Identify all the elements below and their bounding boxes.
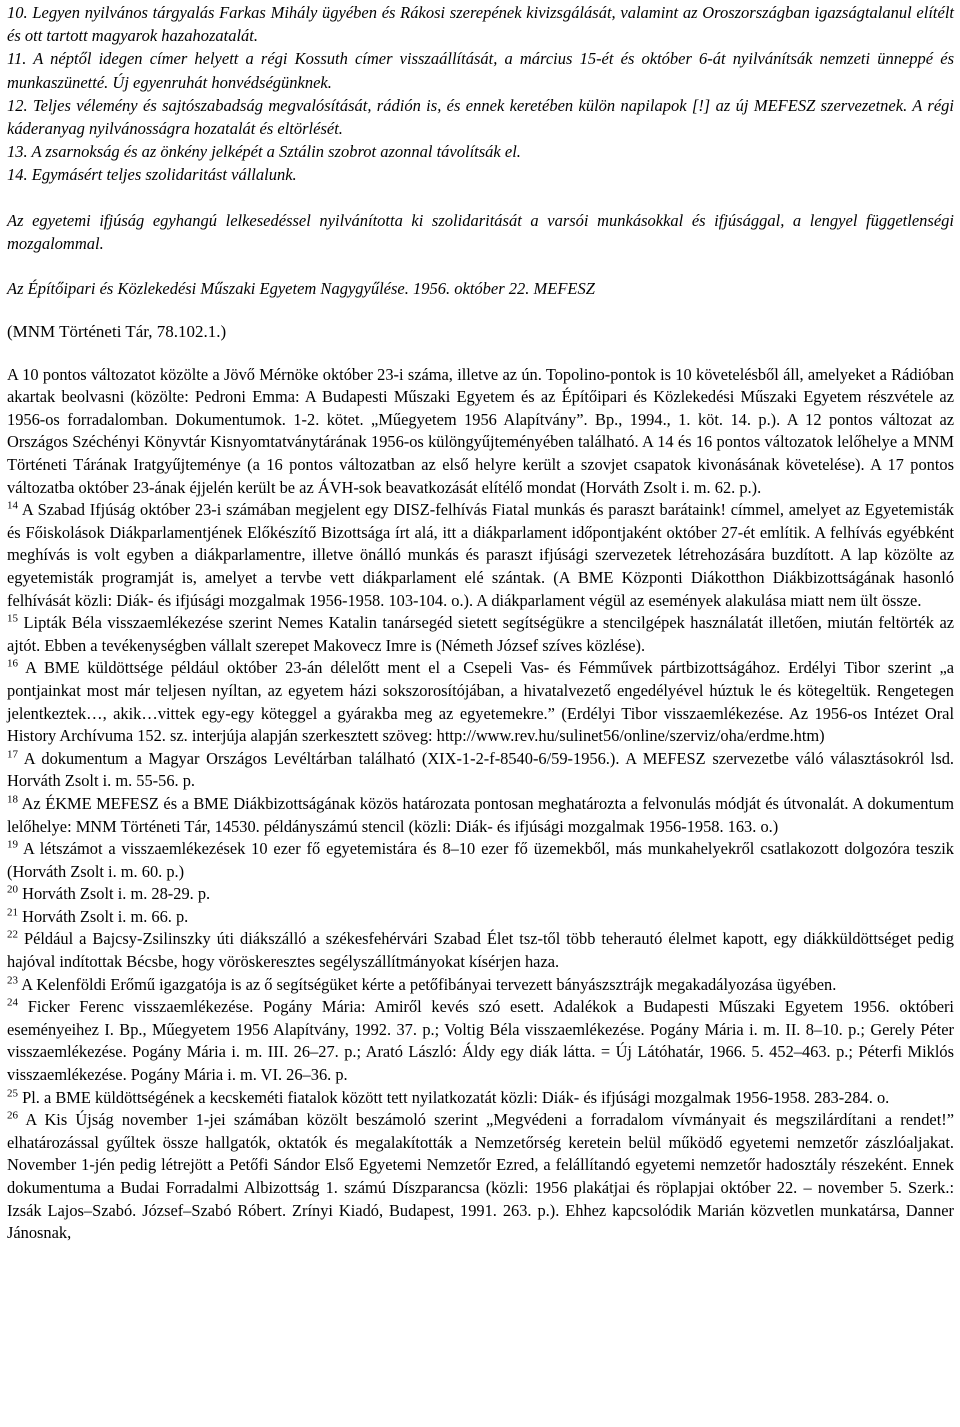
footnote: [7, 657, 954, 747]
footnote: [7, 1087, 954, 1110]
footnote-text: A Kelenföldi Erőmű igazgatója is az ő segítségüket kérte a petőfibányai tervezett bányászsztrájk megakadályozása ügyében.: [21, 974, 837, 994]
footnote-text: Ficker Ferenc visszaemlékezése. Pogány Mária: Amiről kevés szó esett. Adalékok a Budapesti Műszaki Egyetem 1956. októberi eseményeihez I. Bp., Műegyetem 1956 Alapítvány, 1992. 37. p.; Voltig Béla visszaemlékezése. Pogány Mária i. m. II. 8–10. p.; Gerely Péter visszaemlékezése. Pogány Mária i. m. III. 26–27. p.; Arató László: Áldy egy diák látta. = Új Látóhatár, 1966. 5. 452–463. p.; Péterfi Miklós visszaemlékezése. Pogány Mária i. m. VI. 26–36. p.: [7, 997, 954, 1085]
demands-list: [7, 1, 954, 187]
demand-item-12: 12. Teljes vélemény és sajtószabadság megvalósítását, rádión is, és ennek keretében külön napilapok [!] az új MEFESZ szervezetnek. A régi káderanyag nyilvánosságra hozatalát és eltörlését.: [7, 95, 954, 139]
footnote-number: 19: [7, 838, 18, 851]
footnote-text: A Kis Újság november 1-jei számában közölt beszámoló szerint „Megvédeni a forradalom vívmányait és megszilárdítani a rendet!” elhatározással gyűltek össze hallgatók, oktatók és megalakították a Nemzetőrség keretein belül működő egyetemi nemzetőr zászlóaljakat. November 1-jén pedig létrejött a Petőfi Sándor Első Egyetemi Nemzetőr Ezred, a felállítandó egyetemi nemzetőr hadosztály részeként. Ennek dokumentuma a Budai Forradalmi Albizottság 1. számú Díszparancsa (közli: 1956 plakátjai és röplapjai október 22. – november 5. Szerk.: Izsák Lajos–Szabó. József–Szabó Róbert. Zrínyi Kiadó, Budapest, 1991. 263. p.). Ehhez kapcsolódik Marián közvetlen munkatársa, Danner Jánosnak,: [7, 1110, 954, 1243]
footnote: [7, 1109, 954, 1245]
footnote-number: 26: [7, 1109, 18, 1122]
solidarity-paragraph: Az egyetemi ifjúság egyhangú lelkesedéssel nyilvánította ki szolidaritását a varsói munkásokkal és ifjúsággal, a lengyel függetlenségi mozgalommal.: [7, 210, 954, 253]
demand-item-10: 10. Legyen nyilvános tárgyalás Farkas Mihály ügyében és Rákosi szerepének kivizsgálását, valamint az Oroszországban igazságtalanul elítélt és ott tartott magyarok hazahozatalát.: [7, 3, 954, 46]
footnote-number: 14: [7, 499, 18, 512]
footnote: [7, 974, 954, 997]
footnote: [7, 838, 954, 883]
footnote-number: 16: [7, 657, 18, 670]
footnote: [7, 906, 954, 929]
footnote: [7, 364, 954, 500]
footnote-number: 15: [7, 612, 18, 625]
footnote-number: 20: [7, 883, 18, 896]
footnote: [7, 612, 954, 657]
footnote-text: Az ÉKME MEFESZ és a BME Diákbizottságának közös határozata pontosan meghatározta a felvonulás módját és útvonalát. A dokumentum lelőhelye: MNM Történeti Tár, 14530. példányszámú stencil (közli: Diák- és ifjúsági mozgalmak 1956-1958. 163. o.): [7, 793, 954, 836]
demand-item-11: 11. A néptől idegen címer helyett a régi Kossuth címer visszaállítását, a március 15-ét és október 6-át nyilvánítsák nemzeti ünneppé és munkaszünetté. Új egyenruhát honvédségünknek.: [7, 49, 954, 92]
footnote-text: A létszámot a visszaemlékezések 10 ezer fő egyetemistára és 8–10 ezer fő üzemekből, más munkahelyekről csatlakozott dolgozóra teszik (Horváth Zsolt i. m. 60. p.): [7, 839, 954, 881]
footnote: [7, 748, 954, 793]
footnote-text: A 10 pontos változatot közölte a Jövő Mérnöke október 23-i száma, illetve az ún. Topolino-pontok is 10 követelésből áll, amelyeket a Rádióban akartak beolvasni (közölte: Pedroni Emma: A Budapesti Műszaki Egyetem és az Építőipari és Közlekedési Műszaki Egyetem részvétele az 1956-os forradalomban. Dokumentumok. 1-2. kötet. „Műegyetem 1956 Alapítvány”. Bp., 1994., 1. köt. 14. p.). A 12 pontos változat az Országos Széchényi Könyvtár Kisnyomtatványtárának 1956-os különgyűjteményében található. A 14 és 16 pontos változatok lelőhelye a MNM Történeti Tárának Iratgyűjteménye (a 16 pontos változatban az első helyre került a szovjet csapatok kivonásának követelése). A 17 pontos változatba október 23-ának éjjelén került be az ÁVH-sok beavatkozását elítélő mondat (Horváth Zsolt i. m. 62. p.).: [7, 364, 954, 497]
footnote-text: Lipták Béla visszaemlékezése szerint Nemes Katalin tanársegéd sietett segítségükre a stencilgépek használatát illetően, miután feltörték az ajtót. Ebben a tevékenységben vállalt szerepet Makovecz Imre is (Németh József szíves közlése).: [7, 613, 954, 655]
footnote-number: 23: [7, 974, 18, 987]
footnote-text: Például a Bajcsy-Zsilinszky úti diákszálló a székesfehérvári Szabad Élet tsz-től több teherautó élelmet kapott, egy diákküldöttséget pedig hajóval indítottak Bécsbe, hogy vöröskeresztes segélyszállítmányokat kísérjen haza.: [7, 929, 954, 972]
footnote-number: 17: [7, 748, 18, 761]
demand-item-14: 14. Egymásért teljes szolidaritást vállalunk.: [7, 165, 297, 185]
footnote-text: Pl. a BME küldöttségének a kecskeméti fiatalok között tett nyilatkozatát közli: Diák- és ifjúsági mozgalmak 1956-1958. 283-284. o.: [22, 1087, 890, 1107]
footnote: [7, 793, 954, 838]
footnote-number: 18: [7, 793, 18, 806]
footnote-text: A BME küldöttsége például október 23-án délelőtt ment el a Csepeli Vas- és Fémművek pártbizottságához. Erdélyi Tibor szerint „a pontjainkat most már teljesen nyíltan, az egyetem házi sokszorosítójában, a hivatalvezető engedélyével húztuk le és kötegeltük. Rengetegen jelentkeztek…, akik…vittek egy-egy köteggel a gyárakba meg az egyetemekre.” (Erdélyi Tibor visszaemlékezése. Az 1956-os Intézet Oral History Archívuma 152. sz. interjúja alapján szerkesztett szöveg: http://www.rev.hu/sulinet56/online/szerviz/oha/erdme.htm): [7, 658, 955, 746]
footnote: [7, 883, 954, 906]
footnote-text: Horváth Zsolt i. m. 28-29. p.: [22, 884, 211, 904]
footnote: [7, 996, 954, 1086]
footnote: [7, 928, 954, 973]
footnote-text: Horváth Zsolt i. m. 66. p.: [22, 906, 189, 926]
source-reference: (MNM Történeti Tár, 78.102.1.): [7, 321, 227, 341]
footnote-number: 21: [7, 906, 18, 919]
demand-item-13: 13. A zsarnokság és az önkény jelképét a Sztálin szobrot azonnal távolítsák el.: [7, 142, 521, 162]
footnote-text: A Szabad Ifjúság október 23-i számában megjelent egy DISZ-felhívás Fiatal munkás és paraszt barátaink! címmel, amelyet az Egyetemisták és Főiskolások Diákparlamentjének Előkészítő Bizottsága írt alá, itt a diákparlament időpontjaként október 27-ét említik. A felhívás egyébként meghívás is volt egyben a diákparlamentre, illetve önálló munkás és paraszt ifjúsági szervezetek létrehozására buzdított. A lap közölte az egyetemisták programját is, amelyet a tervbe vett diákparlament elé szántak. (A BME Központi Diákotthon Diákbizottságának hasonló felhívását közli: Diák- és ifjúsági mozgalmak 1956-1958. 103-104. o.). A diákparlament végül az események alakulása miatt nem ült össze.: [7, 500, 954, 610]
footnote-number: 22: [7, 929, 18, 941]
footnote-number: 24: [7, 996, 18, 1009]
footnote-text: A dokumentum a Magyar Országos Levéltárban található (XIX-1-2-f-8540-6/59-1956.). A MEFESZ szervezetbe váló választásokról lsd. Horváth Zsolt i. m. 55-56. p.: [7, 748, 954, 791]
footnotes: [7, 364, 954, 1245]
footnote-number: 25: [7, 1087, 18, 1100]
footnote: [7, 499, 954, 612]
signature-line: Az Építőipari és Közlekedési Műszaki Egyetem Nagygyűlése. 1956. október 22. MEFESZ: [7, 278, 595, 298]
